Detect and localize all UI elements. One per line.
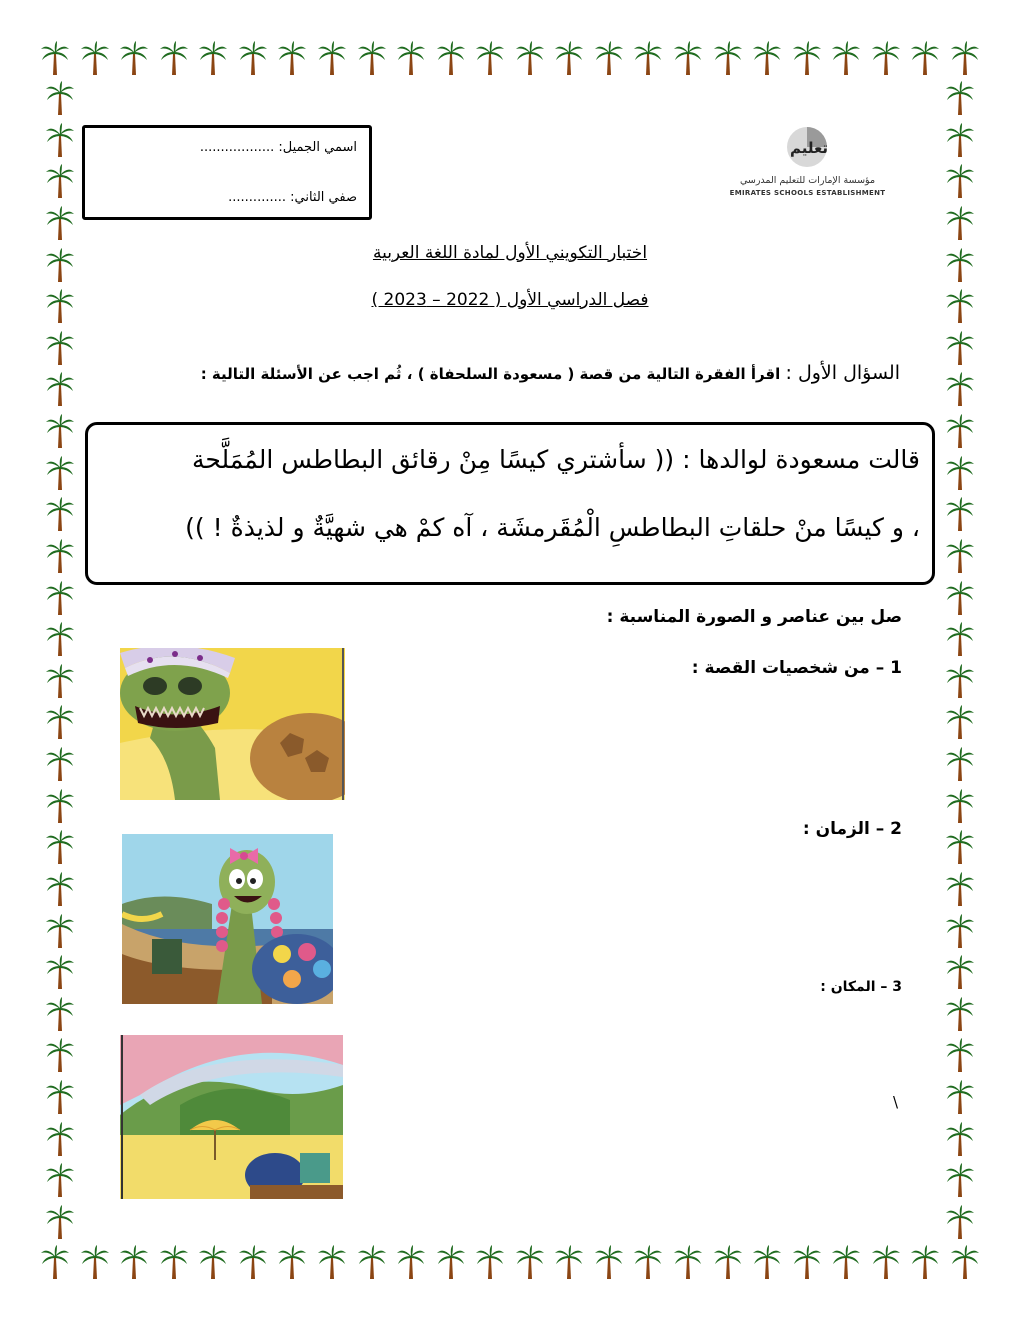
ministry-logo — [725, 125, 890, 205]
palm-tree-icon — [945, 1204, 975, 1240]
palm-tree-icon — [910, 1244, 940, 1280]
palm-tree-icon — [45, 455, 75, 491]
matching-item-time: 2 – الزمان : — [802, 819, 902, 839]
palm-tree-icon — [945, 330, 975, 366]
palm-tree-icon — [119, 40, 149, 76]
palm-tree-icon — [277, 1244, 307, 1280]
palm-tree-icon — [475, 1244, 505, 1280]
palm-tree-icon — [45, 913, 75, 949]
matching-item-place: 3 – المكان : — [820, 979, 902, 995]
palm-tree-icon — [950, 1244, 980, 1280]
palm-tree-icon — [45, 1121, 75, 1157]
palm-tree-icon — [554, 1244, 584, 1280]
palm-tree-icon — [45, 1162, 75, 1198]
picture-turtle-girl[interactable] — [122, 834, 333, 1004]
palm-tree-icon — [45, 205, 75, 241]
question-instruction: اقرأ الفقرة التالية من قصة ( مسعودة السلحفاة ) ، ثُم اجب عن الأسئلة التالية : — [200, 365, 786, 383]
palm-tree-icon — [198, 1244, 228, 1280]
passage-line-2: ، و كيسًا منْ حلقاتِ البطاطسِ الْمُقَرمشَة ، آه كمْ هي شهيَّةٌ و لذيذةٌ ! )) — [185, 513, 920, 542]
palm-tree-icon — [633, 1244, 663, 1280]
palm-tree-icon — [515, 40, 545, 76]
palm-tree-icon — [945, 788, 975, 824]
palm-tree-icon — [945, 663, 975, 699]
palm-tree-icon — [436, 1244, 466, 1280]
logo-org-arabic: مؤسسة الإمارات للتعليم المدرسي — [739, 175, 876, 186]
palm-tree-icon — [45, 580, 75, 616]
turtle-grandma-illustration — [120, 648, 345, 800]
turtle-girl-illustration — [122, 834, 333, 1004]
palm-tree-icon — [673, 1244, 703, 1280]
palm-tree-icon — [45, 871, 75, 907]
palm-tree-icon — [945, 163, 975, 199]
palm-tree-icon — [436, 40, 466, 76]
palm-tree-icon — [713, 40, 743, 76]
palm-tree-icon — [45, 829, 75, 865]
palm-tree-icon — [80, 40, 110, 76]
palm-tree-icon — [554, 40, 584, 76]
palm-tree-icon — [45, 954, 75, 990]
student-name-field[interactable]: اسمي الجميل: .................. — [199, 140, 357, 155]
palm-tree-icon — [945, 538, 975, 574]
palm-tree-icon — [45, 1079, 75, 1115]
palm-tree-icon — [594, 40, 624, 76]
palm-tree-icon — [198, 40, 228, 76]
palm-tree-icon — [945, 122, 975, 158]
logo-word: تعليم — [789, 139, 829, 157]
palm-tree-icon — [945, 996, 975, 1032]
palm-tree-icon — [317, 40, 347, 76]
palm-tree-icon — [80, 1244, 110, 1280]
palm-tree-icon — [945, 829, 975, 865]
student-info-box — [82, 125, 372, 220]
palm-tree-icon — [633, 40, 663, 76]
palm-tree-icon — [45, 788, 75, 824]
palm-tree-icon — [945, 205, 975, 241]
palm-tree-icon — [45, 496, 75, 532]
palm-tree-icon — [871, 40, 901, 76]
palm-tree-icon — [45, 413, 75, 449]
palm-tree-icon — [752, 40, 782, 76]
palm-tree-icon — [45, 371, 75, 407]
palm-tree-icon — [45, 330, 75, 366]
palm-tree-icon — [945, 1162, 975, 1198]
palm-tree-icon — [945, 496, 975, 532]
matching-item-characters: 1 – من شخصيات القصة : — [691, 658, 902, 678]
palm-tree-icon — [713, 1244, 743, 1280]
question-one-heading — [201, 362, 900, 384]
palm-tree-icon — [831, 40, 861, 76]
palm-tree-icon — [317, 1244, 347, 1280]
student-class-field[interactable]: صفي الثاني: .............. — [228, 190, 357, 205]
exam-title: اختبار التكويني الأول لمادة اللغة العربية — [372, 243, 648, 263]
palm-tree-icon — [396, 40, 426, 76]
palm-tree-icon — [45, 996, 75, 1032]
palm-tree-icon — [357, 40, 387, 76]
palm-tree-icon — [45, 663, 75, 699]
palm-tree-icon — [594, 1244, 624, 1280]
palm-tree-icon — [792, 40, 822, 76]
palm-tree-icon — [945, 580, 975, 616]
palm-tree-icon — [45, 538, 75, 574]
palm-tree-icon — [945, 871, 975, 907]
picture-beach[interactable] — [120, 1035, 343, 1199]
palm-tree-icon — [159, 1244, 189, 1280]
palm-tree-icon — [945, 704, 975, 740]
palm-tree-icon — [238, 40, 268, 76]
palm-tree-icon — [871, 1244, 901, 1280]
palm-tree-icon — [752, 1244, 782, 1280]
palm-tree-icon — [45, 1037, 75, 1073]
palm-tree-icon — [45, 704, 75, 740]
palm-tree-icon — [792, 1244, 822, 1280]
logo-org-english: EMIRATES SCHOOLS ESTABLISHMENT — [729, 189, 886, 197]
palm-tree-icon — [910, 40, 940, 76]
palm-tree-icon — [357, 1244, 387, 1280]
palm-tree-icon — [45, 746, 75, 782]
palm-tree-icon — [831, 1244, 861, 1280]
palm-tree-icon — [45, 1204, 75, 1240]
palm-tree-icon — [945, 954, 975, 990]
palm-tree-icon — [45, 80, 75, 116]
palm-tree-icon — [475, 40, 505, 76]
palm-tree-icon — [40, 1244, 70, 1280]
semester-title: فصل الدراسي الأول ( 2022 – 2023 ) — [371, 290, 649, 310]
palm-tree-icon — [950, 40, 980, 76]
palm-tree-icon — [945, 913, 975, 949]
palm-tree-icon — [945, 455, 975, 491]
palm-tree-icon — [396, 1244, 426, 1280]
palm-border-top — [40, 40, 980, 76]
stray-mark: \ — [893, 1093, 899, 1111]
palm-tree-icon — [945, 1121, 975, 1157]
palm-tree-icon — [45, 163, 75, 199]
palm-tree-icon — [673, 40, 703, 76]
passage-line-1: قالت مسعودة لوالدها : (( سأشتري كيسًا مِنْ رقائق البطاطس المُمَلَّحة — [192, 445, 920, 474]
palm-tree-icon — [40, 40, 70, 76]
palm-tree-icon — [238, 1244, 268, 1280]
palm-border-bottom — [40, 1244, 980, 1280]
palm-tree-icon — [945, 413, 975, 449]
palm-tree-icon — [945, 80, 975, 116]
beach-illustration — [120, 1035, 343, 1199]
question-label: السؤال الأول : — [785, 362, 900, 384]
palm-tree-icon — [945, 746, 975, 782]
palm-tree-icon — [515, 1244, 545, 1280]
palm-tree-icon — [945, 371, 975, 407]
palm-tree-icon — [945, 1079, 975, 1115]
reading-passage-box — [85, 422, 935, 585]
palm-tree-icon — [945, 621, 975, 657]
palm-tree-icon — [45, 122, 75, 158]
palm-tree-icon — [119, 1244, 149, 1280]
palm-tree-icon — [45, 621, 75, 657]
palm-tree-icon — [159, 40, 189, 76]
palm-tree-icon — [277, 40, 307, 76]
matching-instruction: صل بين عناصر و الصورة المناسبة : — [606, 607, 902, 627]
palm-tree-icon — [945, 1037, 975, 1073]
picture-turtle-grandma[interactable] — [120, 648, 345, 800]
